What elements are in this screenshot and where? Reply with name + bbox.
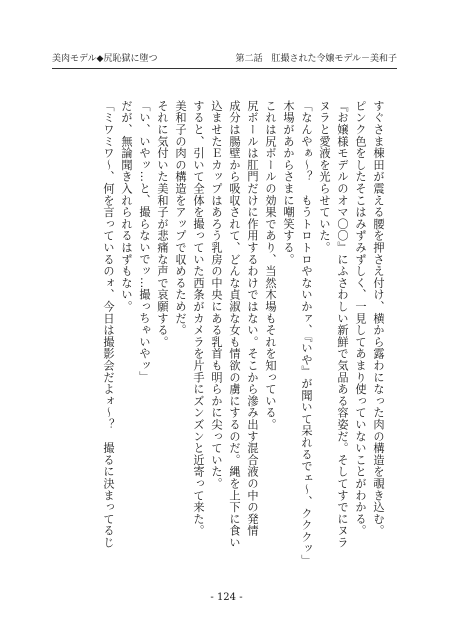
text-line: 「ミワミワ～、何を言っているのォ、今日は撮影会だよォ～？ 撮るに決まってるじ (102, 100, 115, 549)
text-line: それに気付いた美和子が悲痛な声で哀願する。 (156, 100, 169, 348)
text-line: 木場があからさまに嘲笑する。 (282, 100, 295, 266)
text-line: 「なんやぁ～？ もうトロトロやないかァ、『いや』が聞いて呆れるでェ～、クククッ」 (300, 100, 313, 567)
text-line: 「い、いやッ…と、撮らないでッ…撮っちゃいやッ」 (138, 100, 151, 384)
text-line: 尻ボールは肛門だけに作用するわけではない。そこから滲み出す混合液の中の発情 (246, 100, 259, 537)
text-line: すると、引いて全体を撮っていた西条がカメラを片手にズンズンと近寄って来た。 (192, 100, 205, 537)
running-header (52, 54, 397, 65)
text-line: 成分は腸壁から吸収されて、どんな貞淑な女も情欲の虜にするのだ。縄を上下に食い (228, 100, 241, 549)
vertical-body-text (57, 100, 387, 570)
page-number: - 124 - (210, 592, 243, 603)
text-line: すぐさま棟田が震える腰を押さえ付け、横から露わになった肉の構造を覗き込む。 (372, 100, 385, 537)
text-line: これは尻ボールの効果であり、当然木場もそれを知っている。 (264, 100, 277, 431)
text-line: ピンク色をしたそこはみずみずしく、一見してあまり使っていないことがわかる。 (354, 100, 367, 537)
header-divider (52, 68, 397, 69)
text-line: 『お嬢様モデルのオマ〇〇』にふさわしい新鮮で気品ある容姿だ。そしてすでにヌラ (336, 100, 349, 549)
chapter-title: 第二話 肛撮された令嬢モデル－美和子 (235, 54, 397, 64)
text-line: 美和子の肉の構造をアップで収めるためだ。 (174, 100, 187, 336)
text-line: だが、無論聞き入れられるはずもない。 (120, 100, 133, 313)
book-title: 美肉モデル◆尻恥獄に堕つ (52, 54, 158, 64)
text-line: 込ませたＥカップはあろう乳房の中央にある乳首も明らかに尖っていた。 (210, 100, 223, 490)
text-line: ヌラと愛液を光らせていた。 (318, 100, 331, 254)
